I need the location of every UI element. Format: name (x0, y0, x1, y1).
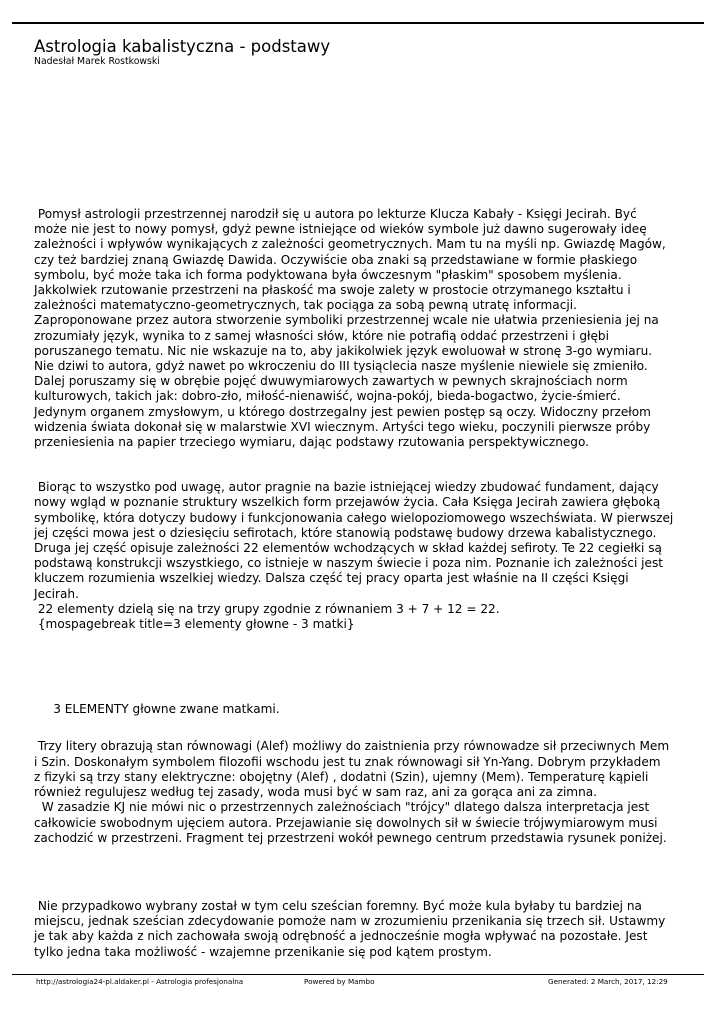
paragraph-cube (34, 899, 706, 960)
text-line: poruszanego tematu. Nic nie wskazuje na to, aby jakikolwiek język ewoluował w stronę 3-go wymiaru. (34, 343, 653, 358)
text-line: je tak aby każda z nich zachowała swoją odrębność a jednocześnie mogła wpływać na pozostałe. Jest (34, 929, 648, 944)
text-line: Dalej poruszamy się w obrębie pojęć dwuwymiarowych zawartych w pewnych skrajnościach norm (34, 374, 628, 389)
text-line: nowy wgląd w poznanie struktury wszelkich form przejawów życia. Cała Księga Jecirah zawiera głęboką (34, 495, 661, 510)
text-line: {mospagebreak title=3 elementy głowne - 3 matki} (34, 617, 355, 632)
paragraph-foundation (34, 480, 706, 632)
text-line: Biorąc to wszystko pod uwagę, autor pragnie na bazie istniejącej wiedzy zbudować fundament, dający (34, 480, 659, 495)
text-line: jej części mowa jest o dziesięciu sefirotach, które stanowią podstawę budowy drzewa kabalistycznego. (34, 525, 657, 540)
text-line: Druga jej część opisuje zależności 22 elementów wchodzących w skład każdej sefiroty. Te 22 cegiełki są (34, 541, 662, 556)
text-line: zależności matematyczno-geometrycznych, tak pociąga za sobą pewną utratę informacji. (34, 298, 577, 313)
text-line: przeniesienia na papier trzeciego wymiaru, dając podstawy rzutowania perspektywicznego. (34, 435, 590, 450)
text-line: Jedynym organem zmysłowym, u którego dostrzegalny jest pewien postęp są oczy. Widoczny przełom (34, 404, 651, 419)
text-line: 22 elementy dzielą się na trzy grupy zgodnie z równaniem 3 + 7 + 12 = 22. (34, 601, 500, 616)
text-line: Nie dziwi to autora, gdyż nawet po wkroczeniu do III tysiąclecia nasze myślenie niewiele się zmieniło. (34, 359, 648, 374)
text-line: czy też bardziej znaną Gwiazdę Dawida. Oczywiście oba znaki są przedstawiane w formie płaskiego (34, 252, 638, 267)
text-line: z fizyki są trzy stany elektryczne: obojętny (Alef) , dodatni (Szin), ujemny (Mem). Temperaturę kąpieli (34, 769, 649, 784)
footer-powered-by: Powered by Mambo (304, 977, 375, 986)
text-line: Jakkolwiek rzutowanie przestrzeni na płaskość ma swoje zalety w prostocie otrzymanego kształtu i (34, 283, 631, 298)
text-line: Zaproponowane przez autora stworzenie symboliki przestrzennej wcale nie ułatwia przeniesienia jej na (34, 313, 659, 328)
paragraph-intro (34, 207, 706, 450)
text-line: Nie przypadkowo wybrany został w tym celu sześcian foremny. Być może kula byłaby tu bardziej na (34, 898, 642, 913)
text-line: tylko jedna taka możliwość - wzajemne przenikanie się pod kątem prostym. (34, 944, 492, 959)
text-line: symbolu, być może taka ich forma podyktowana była ówczesnym "płaskim" sposobem myślenia. (34, 267, 622, 282)
article-body (34, 207, 706, 960)
text-line: i Szin. Doskonałym symbolem filozofii wschodu jest tu znak równowagi sił Yn-Yang. Dobrym przykładem (34, 754, 661, 769)
paragraph-three-letters (34, 739, 706, 845)
text-line: zachodzić w przestrzeni. Fragment tej przestrzeni wokół pewnego centrum przedstawia rysunek poniżej. (34, 830, 667, 845)
section-heading-three-elements (34, 702, 706, 717)
text-line: miejscu, jednak sześcian zdecydowanie pomoże nam w zrozumieniu przenikania się trzech sił. Ustawmy (34, 914, 666, 929)
text-line: całkowicie swobodnym ujęciem autora. Przejawianie się dowolnych sił w świecie trójwymiarowym musi (34, 815, 658, 830)
author-line: Nadesłał Marek Rostkowski (34, 56, 160, 67)
text-line: zrozumiały język, wynika to z samej własności słów, które nie potrafią oddać przestrzeni i głębi (34, 328, 609, 343)
top-divider (12, 22, 704, 24)
text-line: podstawą konstrukcji wszystkiego, co istnieje w naszym świecie i poza nim. Poznanie ich zależności jest (34, 556, 663, 571)
text-line: może nie jest to nowy pomysł, gdyż pewne istniejące od wieków symbole już dawno sugerowały ideę (34, 222, 647, 237)
footer-source-link[interactable]: http://astrologia24-pl.aldaker.pl - Astrologia profesjonalna (36, 977, 244, 986)
text-line: również regulujesz według tej zasady, woda musi być w sam raz, ani za gorąca ani za zimna. (34, 785, 598, 800)
text-line: widzenia świata dokonał się w malarstwie XVI wiecznym. Artyści tego wieku, poczynili pierwsze próby (34, 419, 651, 434)
text-line: kluczem rozumienia wszelkiej wiedzy. Dalsza część tej pracy oparta jest właśnie na II części Księgi (34, 571, 629, 586)
footer-generated-date: Generated: 2 March, 2017, 12:29 (548, 977, 668, 986)
text-line: zależności i wpływów wynikających z zależności geometrycznych. Mam tu na myśli np. Gwiazdę Magów, (34, 237, 666, 252)
bottom-divider (12, 974, 704, 975)
text-line: Jecirah. (34, 586, 79, 601)
text-line: Pomysł astrologii przestrzennej narodził się u autora po lekturze Klucza Kabały - Księgi Jecirah. Być (34, 207, 637, 221)
text-line: kulturowych, takich jak: dobro-zło, miłość-nienawiść, wojna-pokój, bieda-bogactwo, życie-śmierć. (34, 389, 621, 404)
text-line: symbolikę, która dotyczy budowy i funkcjonowania całego wielopoziomowego wszechświata. W pierwszej (34, 510, 674, 525)
text-line: 3 ELEMENTY głowne zwane matkami. (34, 702, 280, 717)
page-title: Astrologia kabalistyczna - podstawy (34, 37, 331, 56)
text-line: Trzy litery obrazują stan równowagi (Alef) możliwy do zaistnienia przy równowadze sił przeciwnych Mem (34, 739, 670, 754)
text-line: W zasadzie KJ nie mówi nic o przestrzennych zależnościach "trójcy" dlatego dalsza interpretacja jest (34, 800, 650, 815)
